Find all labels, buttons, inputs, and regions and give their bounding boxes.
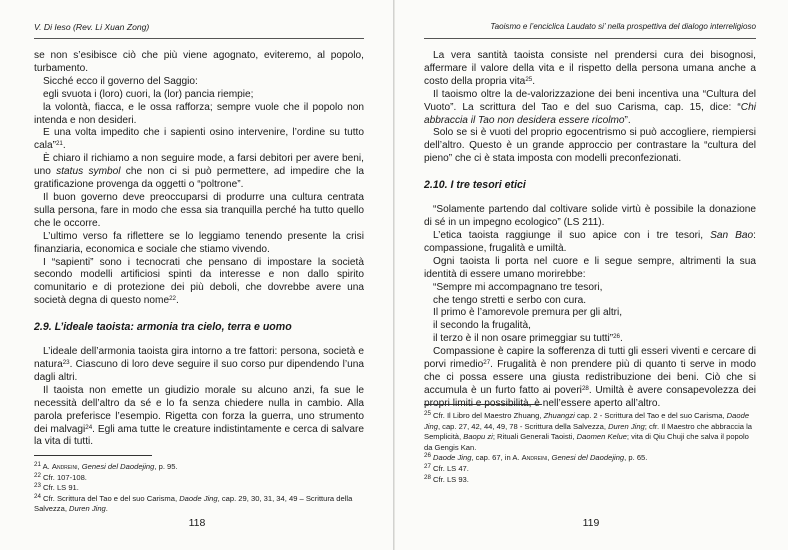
footnote-rule: [424, 404, 542, 405]
footnote-ref[interactable]: 25: [525, 75, 533, 83]
paragraph: La vera santità taoista consiste nel prendersi cura dei bisognosi, affermare il valore della vita e il rispetto della persona umana anche a costo della propria vita$^{25}$.: [424, 50, 756, 87]
section-heading-2-9: 2.9. L’ideale taoista: armonia tra cielo, terra e uomo: [34, 321, 292, 334]
footnote-27: $^{27}$ Cfr. LS 47.: [424, 462, 469, 473]
footnote-ref[interactable]: 26: [613, 333, 620, 341]
footnote-28: $^{28}$ Cfr. LS 93.: [424, 473, 469, 484]
right-running-head: Taoismo e l’enciclica Laudato si’ nella prospettiva del dialogo interreligioso: [424, 16, 756, 39]
left-page-body: [34, 50, 364, 449]
left-running-head: V. Di Ieso (Rev. Li Xuan Zong): [34, 16, 364, 39]
paragraph: E una volta impedito che i sapienti osino intervenire, l’ordine su tutto cala”$^{21}$.: [34, 127, 364, 152]
footnote-24: $^{24}$ Cfr. Scrittura del Tao e del suo Carisma, Daode Jing, cap. 29, 30, 31, 34, 49 – Scrittura della Salvezza, Duren Jing.: [34, 492, 353, 514]
paragraph: L’etica taoista raggiunge il suo apice con i tre tesori, San Bao: compassione, frugalità e umiltà.: [424, 229, 756, 254]
left-footnotes: [34, 455, 364, 515]
paragraph: egli svuota i (loro) cuori, la (lor) pancia riempie;: [43, 88, 254, 100]
section-heading-2-10: 2.10. I tre tesori etici: [424, 179, 526, 192]
paragraph: se non s’esibisce ciò che più viene agognato, eviteremo, al popolo, turbamento.: [34, 50, 364, 74]
footnote-ref[interactable]: 21: [55, 140, 63, 148]
paragraph: Il taoista non emette un giudizio morale su alcuno anzi, fa sue le necessità dell’altro da sé e lo fa senza chiedere nulla in cambio. Alla parola preferisce l’esempio. Rigetta con forza la guerra, uno strumento dei malvagi$^{24}$. Egli ama tutte le creature indistintamente e cerca di salvare la vita di tutti.: [34, 384, 364, 448]
footnote-ref[interactable]: 22: [169, 295, 176, 303]
footnote-23: $^{23}$ Cfr. LS 91.: [34, 482, 79, 493]
paragraph: “Solamente partendo dal coltivare solide virtù è possibile la donazione di sé in un impegno ecologico” (LS 211).: [424, 204, 756, 229]
paragraph: Il taoismo oltre la de-valorizzazione dei beni incentiva una “Cultura del Vuoto”. La scrittura del Tao e del suo Carisma, cap. 15, dice: “Chi abbraccia il Tao non desidera essere ricolmo”.: [424, 88, 756, 126]
page-number-right: 119: [582, 517, 600, 529]
verse-line: “Sempre mi accompagnano tre tesori,: [433, 281, 603, 293]
right-footnotes: [424, 404, 756, 485]
footnote-25: $^{25}$ Cfr. Il Libro del Maestro Zhuang, Zhuangzi cap. 2 - Scrittura del Tao e del suo Carisma, Daode Jing, cap. 27, 42, 44, 49, 78 - Scrittura della Salvezza, Duren Jing; cfr. Il Maestro che abbraccia la Semplicità, Baopu zi; Rituali Generali Taoisti, Daomen Kelue; vita di Qiu Chuji che salva il popolo da Gengis Kan.: [424, 410, 752, 452]
paragraph: Il buon governo deve preoccuparsi di produrre una cultura centrata sulla persona, fare in modo che essa sia tranquilla perché ha tutto quello che le occorre.: [34, 191, 364, 229]
right-page: [394, 0, 788, 550]
footnote-rule: [34, 455, 152, 456]
footnote-22: $^{22}$ Cfr. 107-108.: [34, 471, 87, 482]
footnote-ref[interactable]: 24: [85, 423, 93, 431]
footnote-26: $^{26}$ Daode Jing, cap. 67, in A. Andreini, Genesi del Daodejing, p. 65.: [424, 452, 648, 463]
paragraph: la volontà, fiacca, e le ossa rafforza; sempre vuole che il popolo non intenda e non desideri.: [34, 101, 364, 126]
paragraph: Sicché ecco il governo del Saggio:: [43, 75, 198, 87]
paragraph: È chiaro il richiamo a non seguire mode, a farsi debitori per avere beni, uno status symbol che non ci si può permettere, ad impedire che la gratificazione provenga da oggetti o “poltrone”.: [34, 153, 364, 191]
paragraph: L’ultimo verso fa riflettere se lo leggiamo tenendo presente la crisi finanziaria, economica e sociale che stiamo vivendo.: [34, 230, 364, 255]
paragraph: Solo se si è vuoti del proprio egocentrismo si può accogliere, riempiersi dell’altro. Questo è un grande approccio per contrastare la “cultura del pieno” che ci è stata imposta con modelli preconfezionati.: [424, 127, 756, 165]
paragraph: Compassione è capire la sofferenza di tutti gli esseri viventi e cercare di porvi rimedio$^{27}$. Frugalità è non prendere più di quanto ti serve in modo che ci possa essere una giusta redistribuzione dei beni. Ciò che si accumula è un furto fatto ai poveri$^{28}$. Umiltà è avere consapevolezza dei propri limiti e possibilità, è nell’essere aperto all’altro.: [424, 346, 756, 409]
verse-line: il secondo la frugalità,: [433, 320, 531, 332]
paragraph: I “sapienti” sono i tecnocrati che pensano di impostare la società secondo modelli artificiosi spinti da interesse e non dallo spirito comunitario e di protezione dei più deboli, che dovrebbe avere una società degna di questo nome$^{22}$.: [34, 256, 364, 307]
verse-line: Il primo è l’amorevole premura per gli altri,: [433, 307, 623, 319]
page-number-left: 118: [188, 517, 206, 529]
footnote-ref[interactable]: 23: [62, 359, 70, 367]
paragraph: Ogni taoista li porta nel cuore e li segue sempre, altrimenti la sua identità di essere umano morirebbe:: [424, 255, 756, 280]
verse-line: il terzo è il non osare primeggiar su tutti”$^{26}$.: [433, 333, 623, 345]
right-page-body: [424, 50, 756, 411]
footnote-ref[interactable]: 28: [581, 384, 589, 392]
paragraph: L’ideale dell’armonia taoista gira intorno a tre fattori: persona, società e natura$^{23}$. Ciascuno di loro deve seguire il suo corso pur dipendendo l’una dagli altri.: [34, 346, 364, 383]
footnote-21: $^{21}$ A. Andreini, Genesi del Daodejing, p. 95.: [34, 461, 178, 471]
footnote-ref[interactable]: 27: [483, 359, 491, 367]
verse-line: che tengo stretti e serbo con cura.: [433, 294, 587, 306]
